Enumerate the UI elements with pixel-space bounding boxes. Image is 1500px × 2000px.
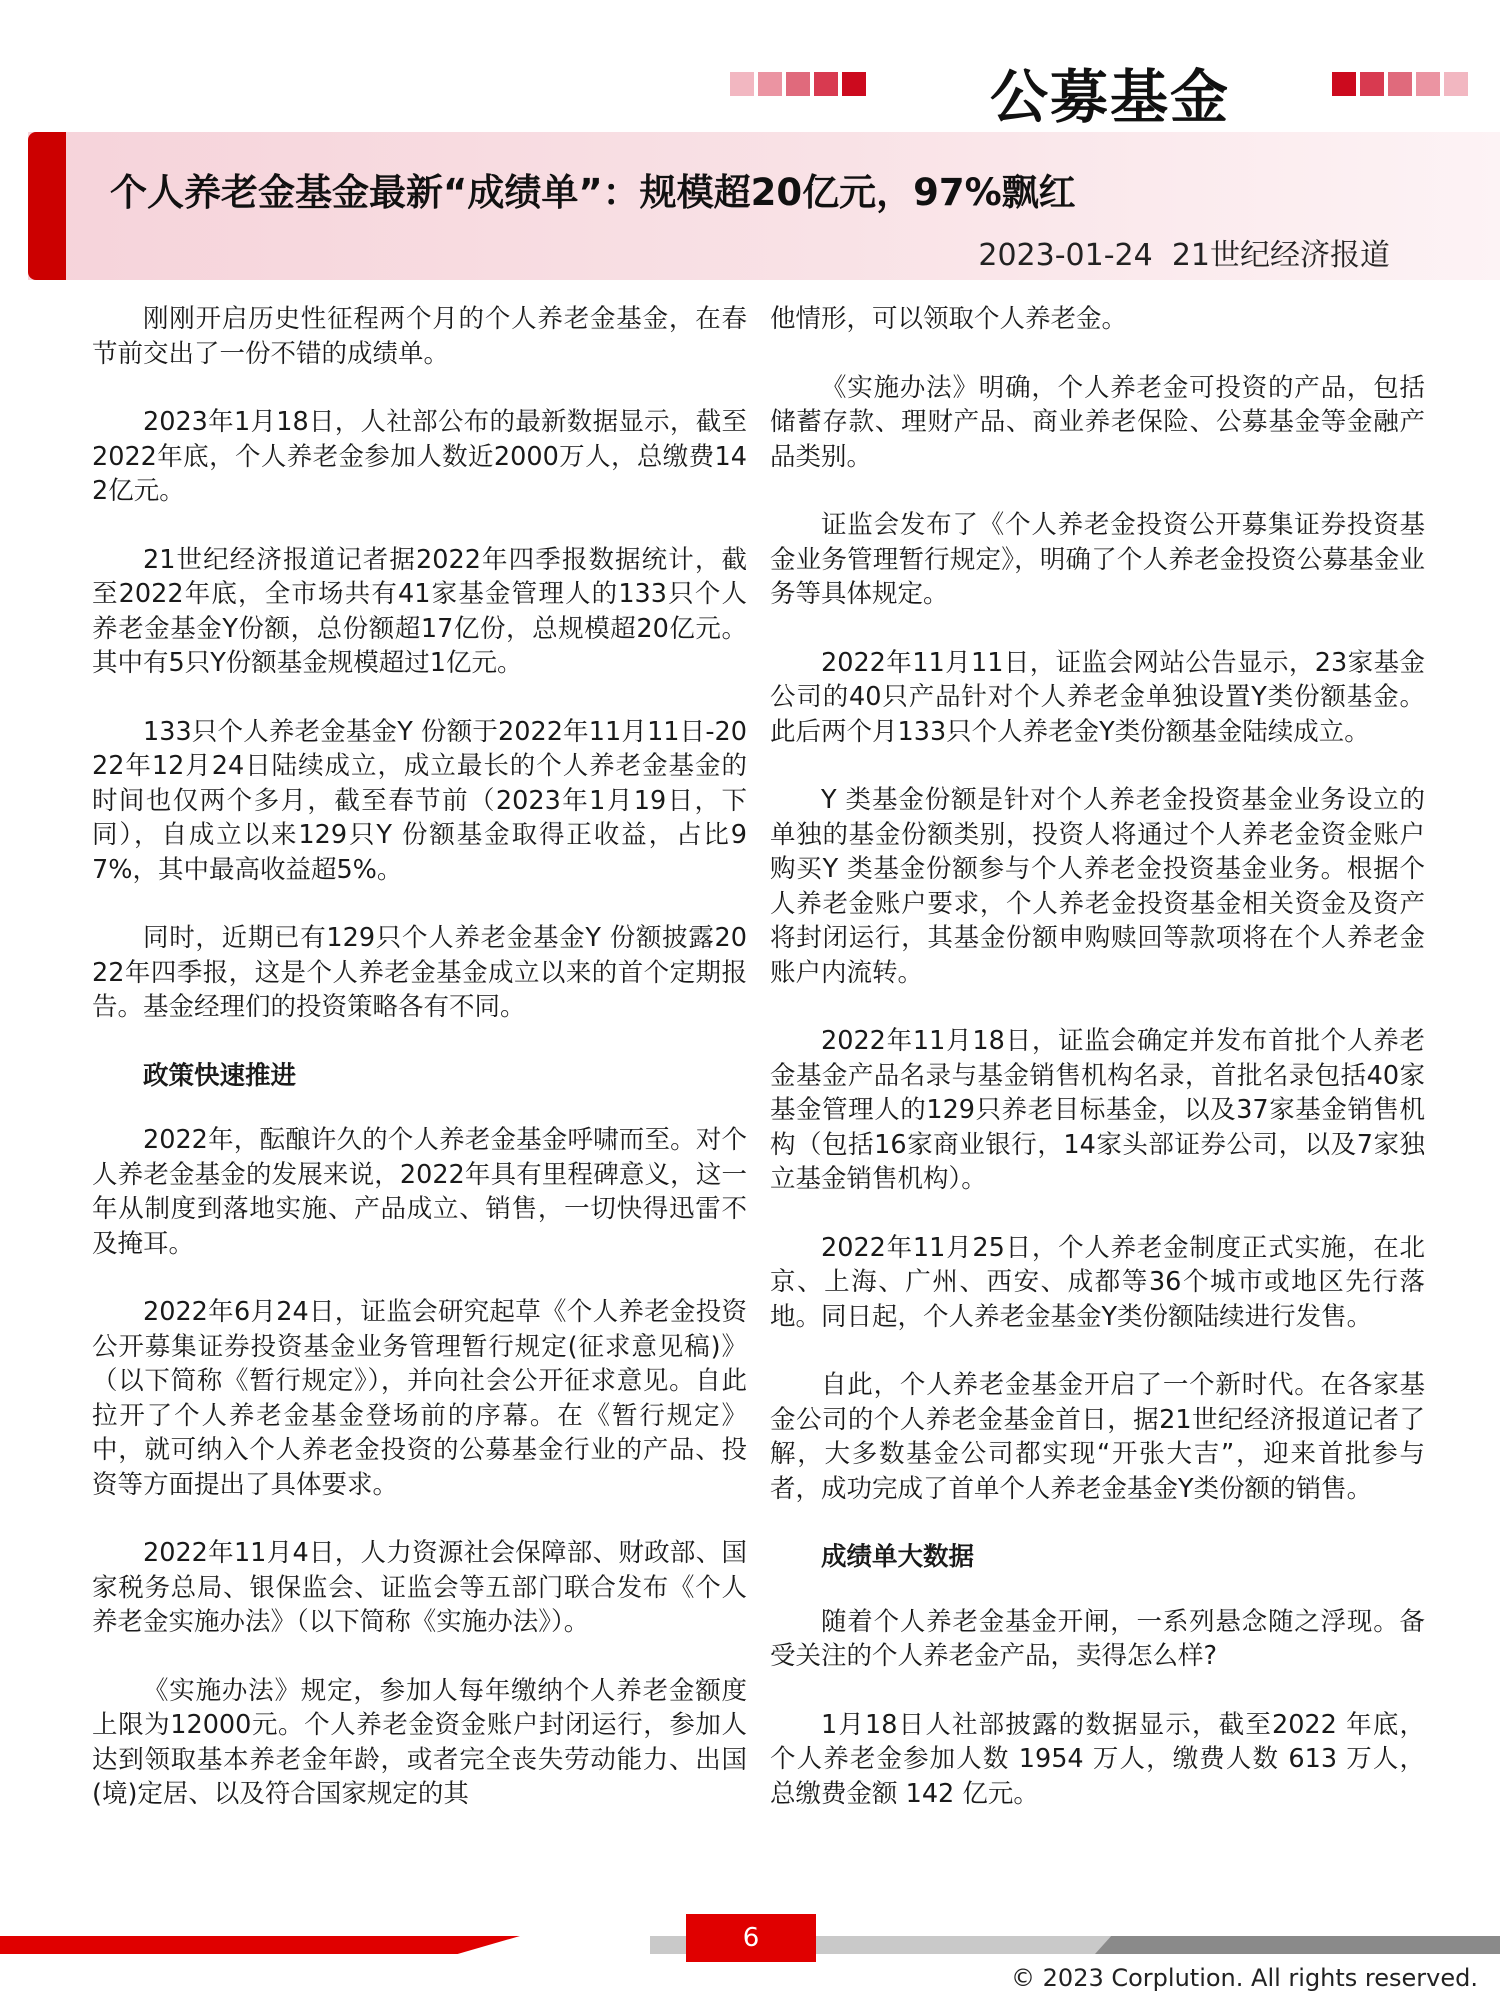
article-paragraph: 随着个人养老金基金开闸，一系列悬念随之浮现。备受关注的个人养老金产品，卖得怎么样? <box>770 1606 1425 1671</box>
article-paragraph: 2022年11月11日，证监会网站公告显示，23家基金公司的40只产品针对个人养老金单独设置Y类份额基金。此后两个月133只个人养老金Y类份额基金陆续成立。 <box>770 647 1425 747</box>
publication-source: 21世纪经济报道 <box>1171 238 1390 273</box>
section-heading: 政策快速推进 <box>143 1060 297 1091</box>
article-paragraph: 他情形，可以领取个人养老金。 <box>770 304 1128 334</box>
banner-accent-tab <box>28 132 66 280</box>
article-paragraph: 2022年6月24日，证监会研究起草《个人养老金投资公开募集证券投资基金业务管理暂行规定(征求意见稿)》（以下简称《暂行规定》），并向社会公开征求意见。自此拉开了个人养老金基金登场前的序幕。在《暂行规定》中，就可纳入个人养老金投资的公募基金行业的产品、投资等方面提出了具体要求。 <box>92 1297 747 1500</box>
article-paragraph: 2023年1月18日，人社部公布的最新数据显示，截至2022年底，个人养老金参加人数近2000万人，总缴费142亿元。 <box>92 407 747 506</box>
article-paragraph: 2022年11月4日，人力资源社会保障部、财政部、国家税务总局、银保监会、证监会等五部门联合发布《个人养老金实施办法》（以下简称《实施办法》）。 <box>92 1538 747 1637</box>
article-headline: 个人养老金基金最新“成绩单”：规模超20亿元，97%飘红 <box>110 171 1076 214</box>
article-paragraph: 《实施办法》规定，参加人每年缴纳个人养老金额度上限为12000元。个人养老金资金账户封闭运行，参加人达到领取基本养老金年龄，或者完全丧失劳动能力、出国(境)定居、以及符合国家规定的其 <box>92 1675 747 1809</box>
decor-square <box>786 72 810 96</box>
decorative-squares-left <box>730 72 866 96</box>
decorative-squares-right <box>1332 72 1468 96</box>
article-column-left <box>92 302 747 1812</box>
decor-square <box>1416 72 1440 96</box>
decor-square <box>1388 72 1412 96</box>
decor-square <box>842 72 866 96</box>
article-paragraph: 同时，近期已有129只个人养老金基金Y 份额披露2022年四季报，这是个人养老金基金成立以来的首个定期报告。基金经理们的投资策略各有不同。 <box>92 923 747 1022</box>
dateline <box>978 230 1390 274</box>
article-paragraph: 《实施办法》明确，个人养老金可投资的产品，包括储蓄存款、理财产品、商业养老保险、公募基金等金融产品类别。 <box>770 372 1425 472</box>
page-number: 6 <box>686 1914 816 1962</box>
article-column-right <box>770 302 1425 1811</box>
section-heading: 成绩单大数据 <box>821 1542 975 1572</box>
article-paragraph: 2022年，酝酿许久的个人养老金基金呼啸而至。对个人养老金基金的发展来说，2022年具有里程碑意义，这一年从制度到落地实施、产品成立、销售，一切快得迅雷不及掩耳。 <box>92 1125 747 1259</box>
footer-bar-dark-gray <box>1095 1936 1500 1954</box>
article-paragraph: 刚刚开启历史性征程两个月的个人养老金基金，在春节前交出了一份不错的成绩单。 <box>92 304 747 369</box>
article-paragraph: 证监会发布了《个人养老金投资公开募集证券投资基金业务管理暂行规定》，明确了个人养老金投资公募基金业务等具体规定。 <box>770 510 1425 609</box>
article-paragraph: Y 类基金份额是针对个人养老金投资基金业务设立的单独的基金份额类别，投资人将通过个人养老金资金账户购买Y 类基金份额参与个人养老金投资基金业务。根据个人养老金账户要求，个人养老金投资基金相关资金及资产将封闭运行，其基金份额申购赎回等款项将在个人养老金账户内流转。 <box>770 785 1425 988</box>
article-paragraph: 自此，个人养老金基金开启了一个新时代。在各家基金公司的个人养老金基金首日，据21世纪经济报道记者了解，大多数基金公司都实现“开张大吉”，迎来首批参与者，成功完成了首单个人养老金基金Y类份额的销售。 <box>770 1370 1425 1504</box>
decor-square <box>1332 72 1356 96</box>
decor-square <box>1360 72 1384 96</box>
article-paragraph: 2022年11月18日，证监会确定并发布首批个人养老金基金产品名录与基金销售机构名录，首批名录包括40家基金管理人的129只养老目标基金，以及37家基金销售机构（包括16家商业银行，14家头部证券公司，以及7家独立基金销售机构）。 <box>770 1026 1425 1194</box>
footer-bar-red <box>0 1936 520 1954</box>
copyright-notice: © 2023 Corplution. All rights reserved. <box>1011 1964 1478 1992</box>
decor-square <box>730 72 754 96</box>
article-paragraph: 133只个人养老金基金Y 份额于2022年11月11日-2022年12月24日陆续成立，成立最长的个人养老金基金的时间也仅两个多月，截至春节前（2023年1月19日，下同），自成立以来129只Y 份额基金取得正收益，占比97%，其中最高收益超5%。 <box>92 716 747 885</box>
decor-square <box>814 72 838 96</box>
article-paragraph: 21世纪经济报道记者据2022年四季报数据统计，截至2022年底，全市场共有41家基金管理人的133只个人养老金基金Y份额，总份额超17亿份，总规模超20亿元。其中有5只Y份额基金规模超过1亿元。 <box>92 544 747 678</box>
article-paragraph: 1月18日人社部披露的数据显示，截至2022 年底，个人养老金参加人数 1954 万人，缴费人数 613 万人，总缴费金额 142 亿元。 <box>770 1709 1425 1809</box>
decor-square <box>1444 72 1468 96</box>
decor-square <box>758 72 782 96</box>
publish-date: 2023-01-24 <box>978 238 1153 273</box>
article-paragraph: 2022年11月25日，个人养老金制度正式实施，在北京、上海、广州、西安、成都等36个城市或地区先行落地。同日起，个人养老金基金Y类份额陆续进行发售。 <box>770 1232 1425 1332</box>
section-label: 公募基金 <box>990 63 1231 131</box>
